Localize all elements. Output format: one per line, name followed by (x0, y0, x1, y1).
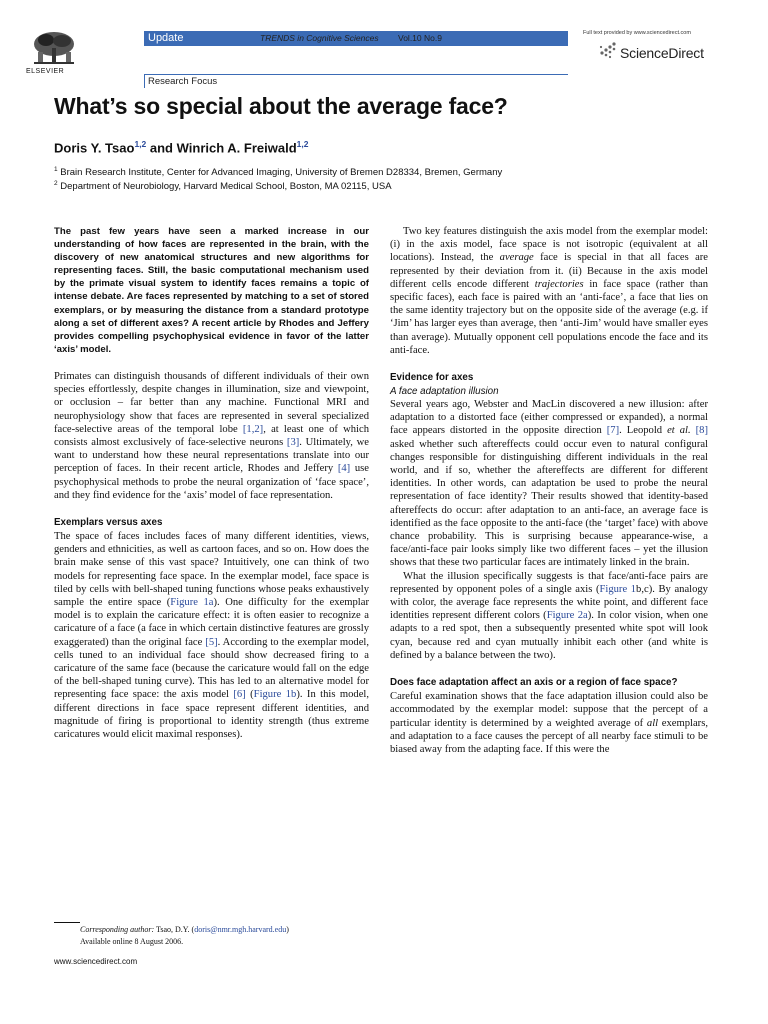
figure-link[interactable]: Figure 1b (253, 689, 297, 701)
section-heading: Does face adaptation affect an axis or a region of face space? (390, 677, 678, 689)
citation-link[interactable]: [6] (233, 689, 246, 701)
body-text: ). In this model, different directions in face space represent different identities, and magnitude of firing is proportional to identity strength (thus extreme caricatures would elicit maximal responses). (54, 689, 369, 741)
figure-link[interactable]: Figure 1a (170, 596, 214, 608)
body-text: ( (245, 689, 254, 701)
body-text: Two key features distinguish the axis model from the exemplar model: (i) in the axis model, face space is not isotropic (equivalent at all locations). Instead, the (390, 226, 708, 264)
body-text: asked whether such aftereffects could occur even to natural configural changes responsible for distinguishing different individuals in the real world, and if so, whether the aftereffects are different for different identities. In other words, can adaptation be used to probe the neural representation of face identity? Their results showed that identity-based aftereffects do occur: after adaptation to an anti-face, an average face is identified as the face opposite to the anti-face (the ‘target’ face) with above chance probability. This is surprising because appearance-wise, a face/anti-face pair looks simply like two different faces – yet the illusion shows that these two particular faces are intimately linked in the brain. (390, 438, 708, 569)
citation-link[interactable]: [3] (286, 436, 300, 448)
section-heading: Evidence for axes (390, 372, 474, 384)
body-text: exemplars, and adaptation to a face causes the percept of all nearby face stimuli to be biased away from the adapting face. If this were the (390, 717, 708, 755)
affiliation-2 (54, 180, 392, 192)
citation-link[interactable]: [7] (606, 425, 620, 437)
fulltext-note: Full text provided by www.sciencedirect.com (583, 30, 691, 36)
right-column (390, 225, 708, 756)
emphasis-text: et al. (667, 425, 691, 437)
sciencedirect-dots-icon (598, 41, 618, 59)
body-paragraph (390, 570, 708, 662)
emphasis-text: trajectories (534, 278, 584, 290)
author-conjunction: and (146, 140, 177, 156)
affiliation-text: Brain Research Institute, Center for Advanced Imaging, University of Bremen D28334, Bremen, Germany (57, 167, 503, 179)
author-affiliation-mark: 1,2 (296, 139, 309, 149)
author-affiliation-mark: 1,2 (134, 139, 147, 149)
author-name: Doris Y. Tsao (54, 140, 135, 156)
body-text: What the illusion specifically suggests is that face/anti-face pairs are represented by opponent poles of a single axis ( (390, 570, 708, 595)
figure-link[interactable]: Figure 2a (546, 610, 588, 622)
body-text: use psychophysical methods to probe the neural organization of ‘face space’, and they find evidence for the ‘axis’ model of face representation. (54, 463, 369, 501)
corresponding-name: Tsao, D.Y. ( (154, 925, 195, 934)
update-label: Update (148, 32, 184, 44)
affiliation-number: 1 (54, 166, 58, 173)
abstract: The past few years have seen a marked increase in our understanding of how faces are represented in the brain, with the discovery of new anatomical structures and new algorithms for representing faces. Still, the basic computational mechanism used by the primate visual system to identify faces remains a topic of intense debate. Are faces represented by matching to a set of stored exemplars, or by measuring the distance from a standard prototype along a set of different axes? A recent article by Rhodes and Jeffery provides compelling psychophysical evidence in favor of the latter ‘axis’ model. (54, 226, 369, 355)
body-text: Several years ago, Webster and MacLin discovered a new illusion: after adaptation to a distorted face (either compressed or expanded), a normal face appears distorted in the opposite direction (390, 399, 708, 437)
body-paragraph (390, 225, 708, 357)
journal-name: TRENDS in Cognitive Sciences (260, 33, 379, 43)
body-paragraph (390, 690, 708, 756)
corresponding-author (80, 925, 289, 934)
journal-volume: Vol.10 No.9 (398, 33, 442, 43)
body-text: in face space (rather than specific faces), each face is paired with an ‘anti-face’, a face that lies on the same identity trajectory but on the opposite side of the average (e.g. if ‘Jim’ has larger eyes than average, then ‘anti-Jim’ would have smaller eyes than average). Mutually opponent cell populations encode the face and its anti-face. (390, 278, 709, 356)
body-text: . According to the exemplar model, cells tuned to an individual face should show decreased firing to a caricature of the same face (because the caricature would fall on the edge of the bell-shaped tuning curve). This has led to an alternative model for representing face space: the axis model (54, 636, 369, 701)
body-text: . Ultimately, we want to understand how these neural representations translate into our perception of faces. In their recent article, Rhodes and Jeffery (54, 436, 369, 475)
availability-date: Available online 8 August 2006. (80, 937, 184, 946)
body-text: ). In color vision, when one adapts to a red spot, then a subsequently presented white spot will look cyan, because red and cyan mutually inhibit each other (and white is defined by a balance between the two). (390, 610, 708, 661)
figure-link[interactable]: Figure 1 (599, 583, 637, 595)
section-marker (144, 74, 145, 88)
body-text: b,c). By analogy with color, the average face represents the white point, and different face identities represent different colors ( (390, 583, 708, 622)
citation-link[interactable]: [1,2] (242, 423, 264, 435)
affiliation-1 (54, 166, 502, 178)
body-text: Careful examination shows that the face adaptation illusion could also be accommodated by the exemplar model: suppose that the percept of a particular identity is determined by a weighted average of (390, 691, 708, 729)
body-text: . Leopold (619, 425, 668, 437)
corresponding-close: ) (286, 925, 289, 934)
body-text: The space of faces includes faces of many different identities, views, genders and ethnicities, as well as cartoon faces, and so on. How does the brain make sense of this vast space? Intuitively, one can think of two models for representing face space. In the exemplar model, face space is tiled by cells with bell-shaped tuning functions whose peaks exhaustively sample the entire space ( (54, 530, 369, 608)
body-paragraph (54, 370, 369, 502)
emphasis-text: average (499, 252, 534, 264)
body-paragraph (390, 398, 708, 570)
body-text: Primates can distinguish thousands of different individuals of their own species effortlessly, despite changes in illumination, size and viewpoint, or occlusion – far better than any machine. Functional MRI and neurophysiology show that faces are represented in several specialized face-selective areas of the temporal lobe (54, 370, 369, 435)
affiliation-text: Department of Neurobiology, Harvard Medical School, Boston, MA 02115, USA (57, 181, 392, 193)
corresponding-label: Corresponding author: (80, 925, 155, 934)
citation-link[interactable]: [8] (695, 425, 708, 437)
section-rule (144, 74, 568, 75)
sciencedirect-wordmark: ScienceDirect (620, 45, 704, 61)
section-heading: Exemplars versus axes (54, 516, 163, 528)
body-text: ). One difficulty for the exemplar model is to explain the caricature effect: it is often easier to recognize a caricature of a face (a face in which certain distinctive features are grossly exaggerated) than the original face (54, 596, 369, 648)
website-link[interactable]: www.sciencedirect.com (54, 957, 138, 966)
author-list (54, 139, 308, 155)
subsection-heading: A face adaptation illusion (390, 386, 499, 398)
body-paragraph (54, 530, 369, 741)
emphasis-text: all (646, 717, 659, 729)
citation-link[interactable]: [5] (205, 636, 218, 648)
citation-link[interactable]: [4] (337, 463, 351, 475)
footnote-rule (54, 922, 80, 923)
body-text: face is special in that all faces are represented by their deviation from it. (ii) Because in the axis model different cells encode different (390, 252, 709, 290)
email-link[interactable]: doris@nmr.mgh.harvard.edu (194, 925, 287, 934)
left-column (54, 225, 369, 741)
affiliation-number: 2 (54, 180, 58, 187)
author-name: Winrich A. Freiwald (176, 140, 297, 156)
body-text: , at least one of which consists almost exclusively of face-selective neurons (54, 423, 369, 448)
publisher-name: ELSEVIER (26, 68, 65, 75)
section-label: Research Focus (148, 76, 218, 87)
article-title: What’s so special about the average face? (54, 93, 508, 119)
